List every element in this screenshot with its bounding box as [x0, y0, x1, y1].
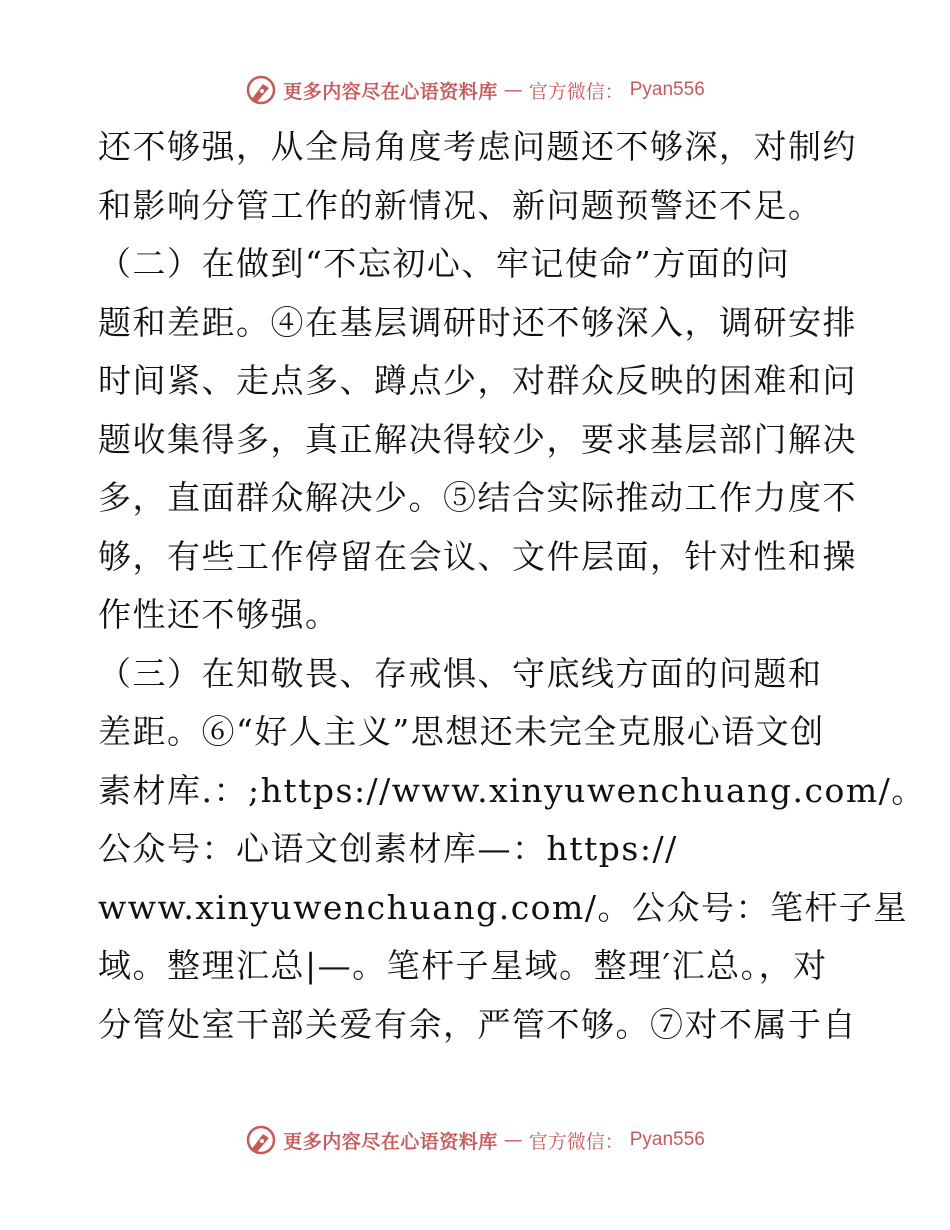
body-line: 题和差距。④在基层调研时还不够深入，调研安排	[98, 302, 857, 342]
header-banner-text: 更多内容尽在心语资料库	[283, 80, 498, 103]
body-line: 分管处室干部关爱有余，严管不够。⑦对不属于自	[98, 1004, 857, 1044]
body-line: 差距。⑥“好人主义”思想还未完全克服心语文创	[98, 712, 825, 751]
body-line: 公众号：心语文创素材库—：https://	[98, 829, 678, 868]
body-line: 和影响分管工作的新情况、新问题预警还不足。	[98, 185, 823, 225]
body-line: www.xinyuwenchuang.com/。公众号：笔杆子星	[98, 887, 908, 927]
pen-nib-logo-icon	[245, 1124, 277, 1156]
footer-banner-separator: —	[503, 1129, 523, 1151]
body-line: 多，直面群众解决少。⑤结合实际推动工作力度不	[98, 478, 857, 517]
footer-banner-text: 更多内容尽在心语资料库	[283, 1130, 498, 1153]
header-banner	[0, 70, 950, 110]
header-banner-separator: —	[503, 79, 523, 101]
header-banner-label: 官方微信：	[528, 80, 624, 103]
pen-nib-logo-icon	[245, 74, 277, 106]
body-line: 够，有些工作停留在会议、文件层面，针对性和操	[98, 536, 857, 576]
body-line: 域。整理汇总|—。笔杆子星域。整理′汇总。，对	[98, 946, 828, 985]
body-line: 题收集得多，真正解决得较少，要求基层部门解决	[98, 419, 857, 459]
footer-wechat-id: Pyan556	[629, 1129, 705, 1150]
body-line: （三）在知敬畏、存戒惧、守底线方面的问题和	[98, 653, 823, 693]
header-wechat-id: Pyan556	[629, 79, 705, 100]
document-body	[98, 118, 926, 1054]
body-line: （二）在做到“不忘初心、牢记使命”方面的问	[98, 244, 791, 283]
footer-banner-label: 官方微信：	[528, 1130, 624, 1153]
body-line: 素材库.：;https://www.xinyuwenchuang.com/。	[98, 770, 926, 810]
body-line: 还不够强，从全局角度考虑问题还不够深，对制约	[98, 127, 857, 166]
body-line: 时间紧、走点多、蹲点少，对群众反映的困难和问	[98, 361, 857, 400]
footer-banner	[0, 1120, 950, 1160]
body-line: 作性还不够强。	[98, 595, 340, 634]
